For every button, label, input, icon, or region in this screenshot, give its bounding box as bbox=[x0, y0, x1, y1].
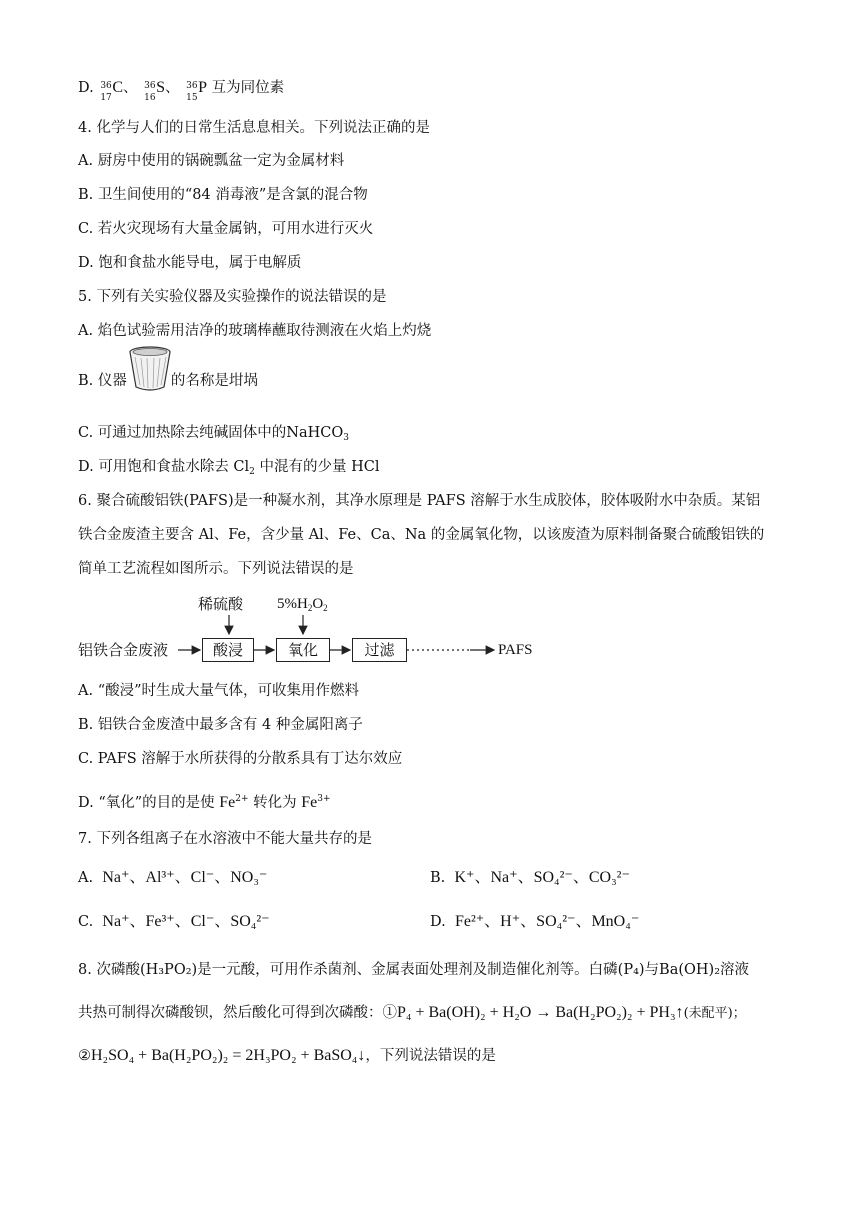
q4-stem: 4. 化学与人们的日常生活息息相关。下列说法正确的是 bbox=[78, 120, 430, 136]
q6-option-b: B. 铝铁合金废渣中最多含有 4 种金属阳离子 bbox=[78, 717, 363, 733]
q6-option-a: A. “酸浸”时生成大量气体，可收集用作燃料 bbox=[78, 683, 360, 699]
q7-option-c: C. Na⁺、Fe³⁺、Cl⁻、SO₄²⁻ bbox=[78, 913, 270, 930]
q4-option-b: B. 卫生间使用的“84 消毒液”是含氯的混合物 bbox=[78, 187, 368, 203]
nuclide-c: 36 17 bbox=[100, 81, 112, 103]
q5-option-b: B. 仪器 的名称是坩埚 bbox=[78, 371, 258, 391]
q8-stem-line1: 8. 次磷酸(H₃PO₂)是一元酸，可用作杀菌剂、金属表面处理剂及制造催化剂等。白磷(P₄)与Ba(OH)₂溶液 bbox=[78, 962, 750, 978]
q6-stem-line2: 铁合金废渣主要含 Al、Fe，含少量 Al、Fe、Ca、Na 的金属氧化物，以该废渣为原料制备聚合硫酸铝铁的 bbox=[78, 527, 765, 543]
q7-option-a: A. Na⁺、Al³⁺、Cl⁻、NO₃⁻ bbox=[78, 869, 268, 886]
q6-option-d: D. “氧化”的目的是使 $Fe^{2+}$ 转化为 $Fe^{3+}$ bbox=[78, 794, 331, 811]
reaction-equation-1: P₄ + Ba(OH)₂ + H₂O → Ba(H₂PO₂)₂ + PH₃↑ bbox=[397, 1004, 684, 1021]
reagent-h2o2: $5\%H_2O_2$ bbox=[277, 596, 328, 613]
nuclide-p: 36 15 bbox=[186, 81, 198, 103]
q6-stem-line1: 6. 聚合硫酸铝铁(PAFS)是一种凝水剂，其净水原理是 PAFS 溶解于水生成胶体，胶体吸附水中杂质。某铝 bbox=[78, 493, 761, 509]
flow-step-oxidation: 氧化 bbox=[276, 638, 330, 662]
option-d-isotopes: D. 36 17 C、 36 16 S、 36 15 P 互为同位素 bbox=[78, 79, 285, 103]
flow-step-filtration: 过滤 bbox=[352, 638, 407, 662]
reagent-sulfuric-acid: 稀硫酸 bbox=[198, 595, 244, 613]
q7-option-d: D. Fe²⁺、H⁺、SO₄²⁻、MnO₄⁻ bbox=[430, 913, 640, 930]
q7-stem: 7. 下列各组离子在水溶液中不能大量共存的是 bbox=[78, 831, 372, 847]
reaction-equation-2: H₂SO₄ + Ba(H₂PO₂)₂ = 2H₃PO₂ + BaSO₄↓ bbox=[91, 1047, 366, 1064]
nuclide-s: 36 16 bbox=[144, 81, 156, 103]
q5-option-c: C. 可通过加热除去纯碱固体中的NaHCO$_3$ bbox=[78, 425, 349, 443]
q5-option-a: A. 焰色试验需用洁净的玻璃棒蘸取待测液在火焰上灼烧 bbox=[78, 323, 432, 339]
q7-option-b: B. K⁺、Na⁺、SO₄²⁻、CO₃²⁻ bbox=[430, 869, 630, 886]
flow-source-waste: 铝铁合金废液 bbox=[78, 641, 169, 659]
q4-option-d: D. 饱和食盐水能导电，属于电解质 bbox=[78, 255, 302, 271]
flow-product-pafs: PAFS bbox=[498, 642, 533, 658]
flow-step-acid-leach: 酸浸 bbox=[202, 638, 254, 662]
q5-stem: 5. 下列有关实验仪器及实验操作的说法错误的是 bbox=[78, 289, 387, 305]
q6-stem-line3: 简单工艺流程如图所示。下列说法错误的是 bbox=[78, 561, 354, 577]
q6-option-c: C. PAFS 溶解于水所获得的分散系具有丁达尔效应 bbox=[78, 751, 403, 767]
q8-stem-line2: 共热可制得次磷酸钡，然后酸化可得到次磷酸：①P₄ + Ba(OH)₂ + H₂O → Ba(H₂PO₂)₂ + PH₃↑(未配平)； bbox=[78, 1004, 746, 1021]
q8-stem-line3: ②H₂SO₄ + Ba(H₂PO₂)₂ = 2H₃PO₂ + BaSO₄↓，下列说法错误的是 bbox=[78, 1047, 496, 1064]
q4-option-c: C. 若火灾现场有大量金属钠，可用水进行灭火 bbox=[78, 221, 374, 237]
q4-option-a: A. 厨房中使用的锅碗瓢盆一定为金属材料 bbox=[78, 153, 345, 169]
q5-option-d: D. 可用饱和食盐水除去 $Cl_2$ 中混有的少量 HCl bbox=[78, 459, 380, 477]
